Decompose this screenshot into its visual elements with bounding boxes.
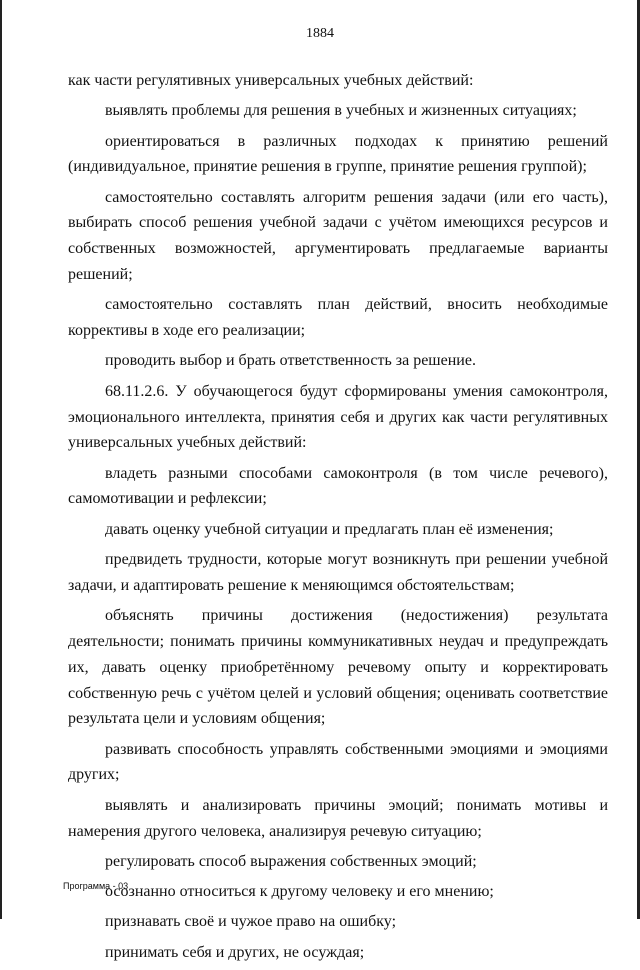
paragraph: развивать способность управлять собственными эмоциями и эмоциями других; — [68, 740, 608, 784]
paragraph: ориентироваться в различных подходах к принятию решений (индивидуальное, принятие решения в группе, принятие решения группой); — [68, 132, 608, 176]
paragraph: владеть разными способами самоконтроля (в том числе речевого), самомотивации и рефлексии; — [68, 464, 608, 508]
paragraph: принимать себя и других, не осуждая; — [105, 943, 365, 961]
paragraph: 68.11.2.6. У обучающегося будут сформированы умения самоконтроля, эмоционального интеллекта, принятия себя и других как части регулятивных универсальных учебных действий: — [68, 382, 608, 452]
paragraph: выявлять и анализировать причины эмоций; понимать мотивы и намерения другого человека, анализируя речевую ситуацию; — [68, 796, 608, 840]
paragraph: самостоятельно составлять план действий, вносить необходимые коррективы в ходе его реализации; — [68, 296, 608, 340]
paragraph: предвидеть трудности, которые могут возникнуть при решении учебной задачи, и адаптировать решение к меняющимся обстоятельствам; — [68, 551, 608, 594]
footer-label: Программа - 03 — [63, 881, 129, 891]
paragraph: как части регулятивных универсальных учебных действий: — [68, 72, 474, 89]
paragraph: регулировать способ выражения собственных эмоций; — [105, 852, 477, 870]
paragraph: самостоятельно составлять алгоритм решения задачи (или его часть), выбирать способ решения учебной задачи с учётом имеющихся ресурсов и собственных возможностей, аргументировать предлагаемые варианты решений; — [68, 188, 608, 284]
paragraph: осознанно относиться к другому человеку и его мнению; — [105, 883, 494, 901]
document-body — [68, 68, 608, 970]
paragraph: проводить выбор и брать ответственность за решение. — [105, 352, 476, 370]
paragraph: объяснять причины достижения (недостижения) результата деятельности; понимать причины коммуникативных неудач и предупреждать их, давать оценку приобретённому речевому опыту и корректировать собственную речь с учётом целей и условий общения; оценивать соответствие результата цели и условиям общения; — [68, 607, 608, 728]
paragraph: признавать своё и чужое право на ошибку; — [105, 913, 397, 931]
paragraph: давать оценку учебной ситуации и предлагать план её изменения; — [105, 520, 554, 538]
paragraph: выявлять проблемы для решения в учебных и жизненных ситуациях; — [105, 102, 577, 120]
page-number: 1884 — [306, 26, 334, 41]
scan-edge-left — [0, 0, 2, 919]
